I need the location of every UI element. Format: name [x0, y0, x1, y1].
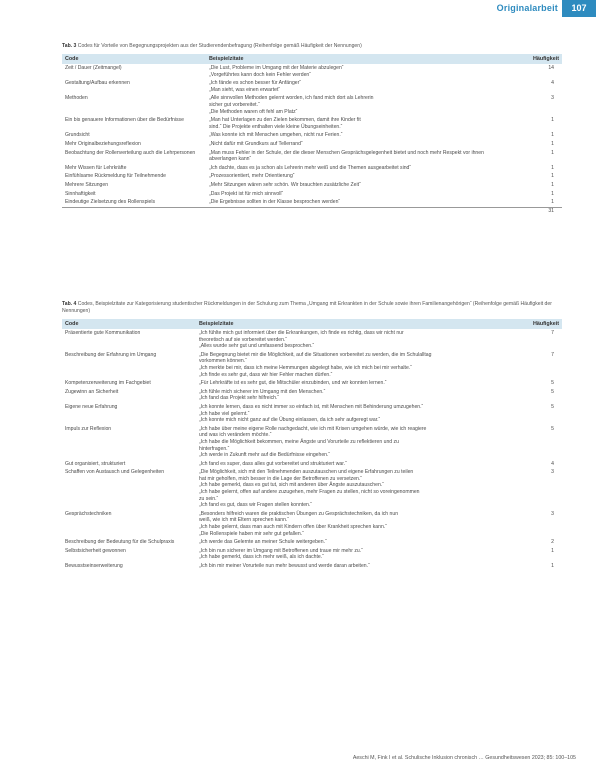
example-quote: „Ich konnte mich nicht ganz auf die Übung einlassen, da ich sehr aufgeregt war.“: [199, 417, 381, 424]
example-quote: vorkommen können.“: [199, 358, 247, 365]
example-quote: „Ich dachte, dass es ja schon als Lehrerin mehr weiß und die Themen ausgearbeitet sind“: [209, 164, 412, 171]
table-row: [62, 140, 562, 149]
example-quote: „Ich habe gemerkt, dass es gut tut, sich mit anderen über Ängste auszutauschen.“: [199, 482, 384, 489]
code-cell: Eindeutige Zielsetzung des Rollenspiels: [65, 199, 156, 206]
example-quote: „Ich werde das Gelernte an meiner Schule weitergeben.“: [199, 539, 327, 546]
example-quote: „Prozessorientiert, mehr Orientierung“: [209, 173, 295, 180]
table-row: [62, 329, 562, 351]
example-quote: „Ich habe gelernt, offen auf andere zuzugehen, mehr Fragen zu stellen, nicht so voreingenommen: [199, 489, 420, 496]
example-quote: „Die Begegnung bietet mir die Möglichkeit, auf die Situationen vorbereitet zu werden, die im Schulalltag: [199, 351, 432, 358]
code-cell: Zeit / Dauer (Zeitmangel): [65, 65, 122, 71]
examples-cell: [206, 190, 502, 199]
example-quote: „Das Projekt ist für mich sinnvoll“: [209, 190, 284, 197]
examples-cell: [206, 64, 502, 79]
example-quote: zu sein.“: [199, 495, 219, 502]
count-cell: 5: [551, 425, 554, 432]
table-row: [62, 181, 562, 190]
count-cell: 4: [551, 80, 554, 87]
examples-cell: [196, 329, 502, 351]
count-cell: 2: [551, 539, 554, 546]
example-quote: „Ich habe über meine eigene Rolle nachgedacht, wie ich mit Krisen umgehen würde, wie ich reagiere: [199, 425, 427, 432]
example-quote: „Ich bin nun sicherer im Umgang mit Betroffenen und traue mir mehr zu.“: [199, 547, 363, 554]
examples-cell: [196, 547, 502, 562]
table-row: [62, 547, 562, 562]
total-count: 31: [502, 207, 562, 215]
table-2-caption-text: Codes für Vorteile von Begegnungsprojekten aus der Studierendenbefragung (Reihenfolge gemäß Häufigkeit der Nennungen): [77, 43, 362, 49]
code-cell: Präsentierte gute Kommunikation: [65, 330, 141, 336]
code-cell: Gestaltung/Aufbau erkennen: [65, 80, 130, 87]
example-quote: und was ich verändern möchte.“: [199, 432, 272, 439]
code-cell: Gesprächstechniken: [65, 510, 112, 517]
examples-cell: [206, 140, 502, 149]
example-quote: „Nicht dafür mit Grundkurs auf Tellerrand“: [209, 140, 303, 147]
table-row: [62, 64, 562, 79]
example-quote: „Man hat Unterlagen zu den Zielen bekommen, damit ihre Kinder fit: [209, 117, 361, 124]
examples-cell: [206, 149, 502, 164]
count-cell: 1: [551, 199, 554, 206]
code-cell: Gut organisiert, strukturiert: [65, 460, 126, 467]
count-cell: 1: [551, 563, 554, 569]
code-cell: Sinnhaftigkeit: [65, 190, 96, 197]
page-header: [0, 0, 604, 17]
code-cell: Bewusstseinserweiterung: [65, 563, 123, 569]
example-quote: „Was konnte ich mit Menschen umgehen, nicht nur Ferien.“: [209, 132, 343, 139]
table-row: [62, 198, 562, 207]
example-quote: „Die Ergebnisse sollten in der Klasse besprochen werden“: [209, 199, 341, 206]
examples-cell: [206, 172, 502, 181]
example-quote: „Man sieht, was einen erwartet“: [209, 86, 281, 93]
example-quote: „Ich fühlte mich gut informiert über die Erkrankungen, ich finde es richtig, dass wir nicht nur: [199, 330, 404, 336]
example-quote: sicher gut vorbereitet.“: [209, 101, 260, 108]
count-cell: 3: [551, 510, 554, 517]
example-quote: „Für Lehrkräfte ist es sehr gut, die Mitschüler einzubinden, und wir konnten lernen.“: [199, 380, 387, 387]
example-quote: „Die Möglichkeit, sich mit den Teilnehmenden auszutauschen und eigene Erfahrungen zu teilen: [199, 469, 414, 476]
table-3-body: [62, 329, 562, 571]
table-3-header-code: Code: [62, 319, 196, 329]
count-cell: 1: [551, 117, 554, 124]
table-2-header-code: Code: [62, 54, 206, 64]
code-cell: Grundsicht: [65, 132, 90, 139]
table-3-grid: [62, 319, 562, 571]
code-cell: Beobachtung der Rollenverteilung auch die Lehrpersonen: [65, 149, 196, 156]
code-cell: Eigene neue Erfahrung: [65, 403, 118, 410]
example-quote: „Ich merkte bei mir, dass ich meine Hemmungen abgelegt habe, wie ich mich bei mir verhalte.“: [199, 364, 412, 371]
example-quote: „Mehr Sitzungen wären sehr schön. Wir brauchten zusätzliche Zeit“: [209, 181, 361, 188]
code-cell: Beschreibung der Erfahrung im Umgang: [65, 351, 157, 358]
table-row: [62, 94, 562, 116]
table-row: [62, 79, 562, 94]
table-2-caption: [62, 43, 562, 50]
table-2-body: [62, 64, 562, 215]
count-cell: 3: [551, 469, 554, 476]
table-row: [62, 538, 562, 547]
table-row: [62, 562, 562, 571]
count-cell: 1: [551, 149, 554, 156]
examples-cell: [196, 510, 502, 538]
example-quote: „Alle sinnvollen Methoden gelernt worden, ich fand mich dort als Lehrerin: [209, 95, 374, 102]
table-3-header-examples: Beispielzitate: [196, 319, 502, 329]
count-cell: 3: [551, 95, 554, 102]
count-cell: 7: [551, 330, 554, 336]
code-cell: Methoden: [65, 95, 88, 102]
count-cell: 1: [551, 181, 554, 188]
table-2-label: Tab. 3: [62, 43, 77, 49]
examples-cell: [196, 351, 502, 379]
table-row: [62, 388, 562, 403]
examples-cell: [206, 116, 502, 131]
code-cell: Selbstsicherheit gewonnen: [65, 547, 126, 554]
example-quote: „Man muss Fehler in der Schule, der die dieser Menschen Gesprächsgelegenheit bietet und noch mehr Respekt vor ihnen abverlangen kann“: [209, 149, 484, 163]
table-row: [62, 425, 562, 460]
table-row: [62, 131, 562, 140]
table-2: [62, 43, 562, 215]
example-quote: „Ich habe gelernt, dass man auch mit Kindern offen über Krankheit sprechen kann.“: [199, 524, 387, 531]
table-row: [62, 164, 562, 173]
count-cell: 7: [551, 351, 554, 358]
count-cell: 1: [551, 547, 554, 554]
count-cell: 5: [551, 388, 554, 395]
examples-cell: [196, 538, 502, 547]
examples-cell: [196, 468, 502, 510]
example-quote: „Ich konnte lernen, dass es nicht immer so einfach ist, mit Menschen mit Behinderung umzugehen.“: [199, 403, 424, 410]
code-cell: Ein bis genauere Informationen über die Bedürfnisse: [65, 117, 184, 124]
count-cell: 1: [551, 132, 554, 139]
examples-cell: [196, 388, 502, 403]
count-cell: 1: [551, 173, 554, 180]
example-quote: hat mir geholfen, mich besser in die Lage der Betroffenen zu versetzen.“: [199, 475, 362, 482]
code-cell: Mehrere Sitzungen: [65, 181, 109, 188]
table-3-label: Tab. 4: [62, 301, 77, 307]
example-quote: „Ich habe viel gelernt.“: [199, 410, 250, 417]
page-number: 107: [562, 0, 596, 17]
example-quote: „Die Rollenspiele haben mir sehr gut gefallen.“: [199, 530, 304, 537]
example-quote: „Ich fand es super, dass alles gut vorbereitet und strukturiert war.“: [199, 460, 347, 467]
examples-cell: [196, 460, 502, 469]
table-2-header-row: [62, 54, 562, 64]
examples-cell: [196, 562, 502, 571]
examples-cell: [206, 164, 502, 173]
total-spacer: [206, 207, 502, 215]
example-quote: „Besonders hilfreich waren die praktischen Übungen zu Gesprächstechniken, da ich nun: [199, 510, 399, 517]
example-quote: „Ich fand es gut, dass wir Fragen stellen konnten.“: [199, 502, 312, 509]
section-label: Originalarbeit: [496, 3, 558, 13]
example-quote: „Alles wurde sehr gut und umfassend besprochen.“: [199, 343, 315, 350]
example-quote: „Ich habe gemerkt, dass ich mehr weiß, als ich dachte.“: [199, 554, 324, 561]
table-row: [62, 460, 562, 469]
table-row: [62, 379, 562, 388]
count-cell: 1: [551, 140, 554, 147]
examples-cell: [196, 425, 502, 460]
page-footer: Aeschi M, Fink I et al. Schulische Inklusion chronisch … Gesundheitswesen 2023; 85: 100–105: [352, 755, 576, 761]
example-quote: „Ich fand das Projekt sehr hilfreich.“: [199, 395, 280, 402]
count-cell: 14: [548, 65, 554, 71]
example-quote: „Ich habe die Möglichkeit bekommen, meine Ängste und Vorurteile zu reflektieren und zu: [199, 438, 399, 445]
code-cell: Schaffen von Austausch und Gelegenheiten: [65, 469, 165, 476]
example-quote: theoretisch auf sie vorbereitet werden.“: [199, 336, 288, 343]
example-quote: hinterfragen.“: [199, 445, 230, 452]
table-row: [62, 403, 562, 425]
example-quote: „Vorgeführtes kann doch kein Fehler werden“: [209, 71, 311, 78]
example-quote: „Ich fühle mich sicherer im Umgang mit den Menschen.“: [199, 388, 326, 395]
table-2-header-examples: Beispielzitate: [206, 54, 502, 64]
example-quote: „Ich werde in Zukunft mehr auf die Bedürfnisse eingehen.“: [199, 452, 331, 459]
examples-cell: [206, 181, 502, 190]
examples-cell: [206, 131, 502, 140]
total-spacer: [62, 207, 206, 215]
example-quote: „Ich fände es schon besser für Anfänger“: [209, 80, 302, 87]
table-row: [62, 351, 562, 379]
table-2-grid: [62, 54, 562, 215]
count-cell: 1: [551, 164, 554, 171]
table-3-header-count: Häufigkeit: [502, 319, 562, 329]
examples-cell: [206, 94, 502, 116]
example-quote: „Die Methoden waren oft fehl am Platz“: [209, 108, 298, 115]
table-2-header-count: Häufigkeit: [502, 54, 562, 64]
examples-cell: [196, 379, 502, 388]
table-row: [62, 116, 562, 131]
examples-cell: [206, 79, 502, 94]
table-3: [62, 301, 562, 571]
code-cell: Kompetenzerweiterung im Fachgebiet: [65, 380, 151, 387]
example-quote: sind.“ Die Projekte enthalten viele kleine Übungseinheiten.“: [209, 123, 343, 130]
count-cell: 5: [551, 403, 554, 410]
code-cell: Beschreibung der Bedeutung für die Schulpraxis: [65, 539, 175, 546]
count-cell: 4: [551, 460, 554, 467]
count-cell: 5: [551, 380, 554, 387]
code-cell: Mehr Originalbeziehungsreflexion: [65, 140, 141, 147]
code-cell: Zugewinn an Sicherheit: [65, 388, 119, 395]
table-row: [62, 468, 562, 510]
table-3-caption: [62, 301, 562, 315]
examples-cell: [196, 403, 502, 425]
code-cell: Einfühlsame Rückmeldung für Teilnehmende: [65, 173, 166, 180]
examples-cell: [206, 198, 502, 207]
table-3-caption-text: Codes, Beispielzitate zur Kategorisierung studentischer Rückmeldungen in der Schulung zum Thema „Umgang mit Erkrankten in der Schule sowie ihren Familienangehörigen“ (Reihenfolge gemäß Häufigkeit der Nennungen): [62, 301, 552, 314]
code-cell: Impuls zur Reflexion: [65, 425, 112, 432]
table-row: [62, 149, 562, 164]
code-cell: Mehr Wissen für Lehrkräfte: [65, 164, 127, 171]
example-quote: weiß, wie ich mit Eltern sprechen kann.“: [199, 517, 290, 524]
example-quote: „Ich bin mir meiner Vorurteile nun mehr bewusst und werde daran arbeiten.“: [199, 563, 370, 569]
count-cell: 1: [551, 190, 554, 197]
total-row: [62, 207, 562, 215]
example-quote: „Die Lust, Probleme im Umgang mit der Materie abzulegen“: [209, 65, 344, 71]
table-3-header-row: [62, 319, 562, 329]
example-quote: „Ich finde es sehr gut, dass wir hier Fehler machen dürfen.“: [199, 371, 333, 378]
table-row: [62, 190, 562, 199]
table-row: [62, 172, 562, 181]
table-row: [62, 510, 562, 538]
